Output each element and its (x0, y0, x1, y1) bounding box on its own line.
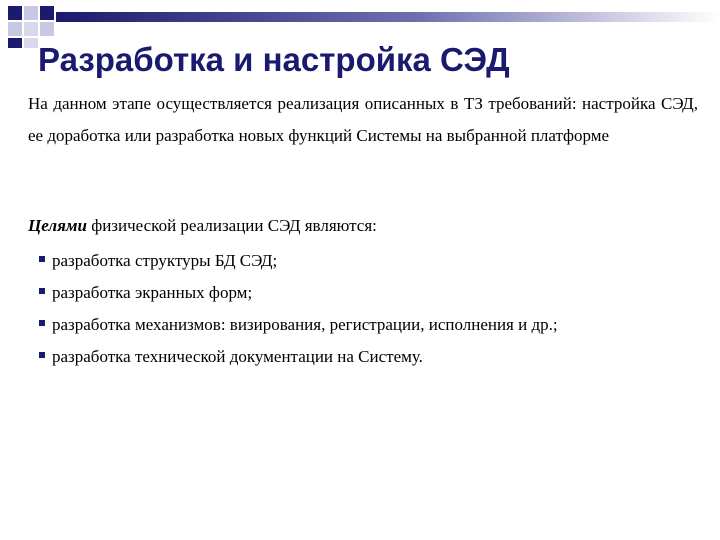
deco-square-dark-1 (8, 6, 22, 20)
bullet-square-icon (39, 352, 45, 358)
deco-square-light-1 (24, 6, 38, 20)
deco-square-dark-2 (40, 6, 54, 20)
deco-square-dark-3 (8, 38, 22, 48)
intro-paragraph: На данном этапе осуществляется реализация описанных в ТЗ требований: настройка СЭД, ее доработка или разработка новых функций Системы на выбранной платформе (28, 94, 698, 145)
list-item-text: разработка структуры БД СЭД; (52, 251, 278, 270)
list-item-text: разработка экранных форм; (52, 283, 253, 302)
bullet-square-icon (39, 256, 45, 262)
deco-square-light-2 (8, 22, 22, 36)
slide-title: Разработка и настройка СЭД (38, 41, 510, 78)
goals-line (28, 212, 377, 240)
deco-square-light-5 (24, 38, 38, 48)
list-item (36, 309, 558, 341)
deco-square-light-4 (40, 22, 54, 36)
bullet-square-icon (39, 320, 45, 326)
list-item (36, 245, 558, 277)
bullet-square-icon (39, 288, 45, 294)
list-item-text: разработка механизмов: визирования, регистрации, исполнения и др.; (52, 315, 558, 334)
deco-square-light-3 (24, 22, 38, 36)
goals-emphasis: Целями (28, 216, 87, 235)
goals-list (36, 245, 558, 373)
goals-text: физической реализации СЭД являются: (86, 216, 377, 235)
list-item (36, 341, 558, 373)
list-item (36, 277, 558, 309)
header-gradient-bar (56, 12, 720, 22)
list-item-text: разработка технической документации на Систему. (52, 347, 423, 366)
